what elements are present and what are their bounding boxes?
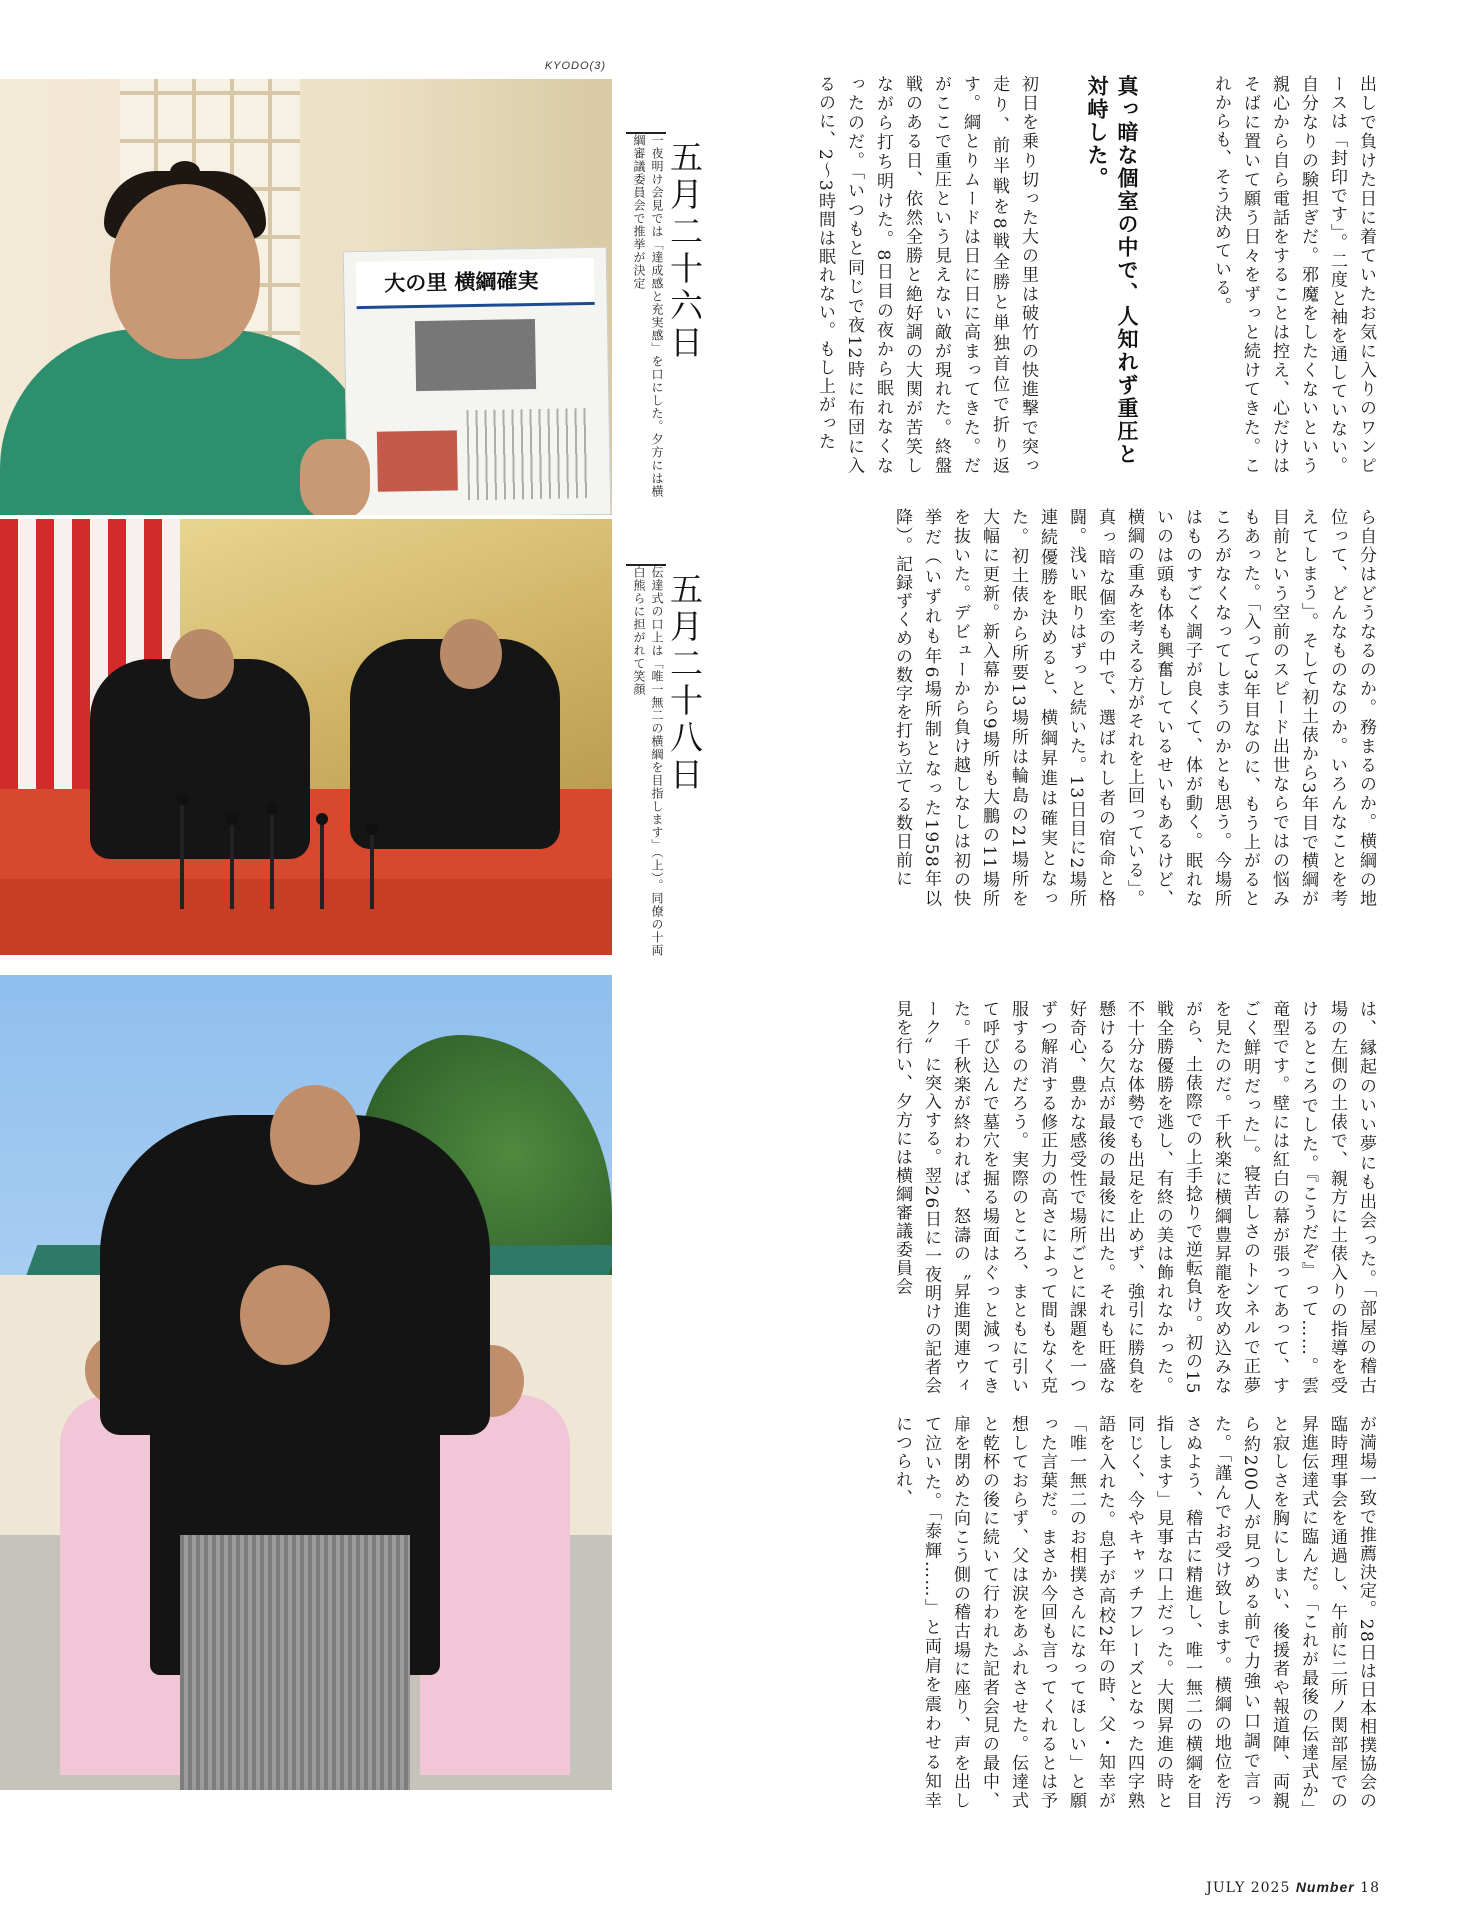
footer-issue: JULY 2025 [1206,1880,1291,1896]
article-text-top-left: 初日を乗り切った大の里は破竹の快進撃で突っ走り、前半戦を8戦全勝と単独首位で折り返す。綱とりムードは日に日に高まってきた。だがここで重圧という見えない敵が現れた。終盤戦のある日、依然全勝と絶好調の大関が苦笑しながら打ち明けた。8日目の夜から眠れなくなったのだ。「いつもと同じで夜12時に布団に入るのに、2〜3時間は眠れない。もし上がった [815,75,1038,475]
photo-carried-on-shoulders [0,975,612,1790]
newspaper [343,247,612,515]
footer-magazine: Number [1295,1879,1355,1895]
caption-date-0528: 五月二十八日 [665,572,704,794]
article-text-middle: ら自分はどうなるのか。務まるのか。横綱の地位って、どんなものなのか。いろんなことを考えてしまう」。そして初土俵から3年目で横綱が目前という空前のスピード出世ならではの悩みもあった。「入って3年目なのに、もう上がるところがなくなってしまうのかとも思う。今場所はものすごく調子が良くて、体が動く。眠れないのは頭も体も興奮しているせいもあるけど、横綱の重みを考える方がそれを上回っている」。真っ暗な個室の中で、選ばれし者の宿命と格闘。浅い眠りはずっと続いた。13日目に2場所連続優勝を決めると、横綱昇進は確実となった。初土俵から所要13場所は輪島の21場所を大幅に更新。新入幕から9場所も大鵬の11場所を抜いた。デビューから負け越しなしは初の快挙だ（いずれも年6場所制となった1958年以降）。記録ずくめの数字を打ち立てる数日前に [892,508,1376,908]
caption-date-0526: 五月二十六日 [665,140,704,362]
wrestler-face [110,184,260,359]
photo-press-conference [0,79,612,515]
article-subhead: 真っ暗な個室の中で、人知れず重圧と対峙した。 [1085,75,1139,466]
newspaper-headline: 大の里 横綱確実 [384,268,539,296]
article-text-lower-upper: は、縁起のいい夢にも出会った。「部屋の稽古場の左側の土俵で、親方に土俵入りの指導を受けるところでした。『こうだぞ』って……。雲竜型です。壁には紅白の幕が張ってあって、すごく鮮明だった」。寝苦しさのトンネルで正夢を見たのだ。千秋楽に横綱豊昇龍を攻め込みながら、土俵際での上手捻りで逆転負け。初の15戦全勝優勝を逃し、有終の美は飾れなかった。不十分な体勢でも出足を止めず、強引に勝負を懸ける欠点が最後の最後に出た。それも旺盛な好奇心、豊かな感受性で場所ごとに課題を一つずつ解消する修正力の高さによって間もなく克服するのだろう。実際のところ、まともに引いて呼び込んで墓穴を掘る場面はぐっと減ってきた。千秋楽が終われば、怒濤の〝昇進関連ウィーク〟に突入する。翌26日に一夜明けの記者会見を行い、夕方には横綱審議委員会 [892,1000,1376,1396]
photo-bowing-ceremony [0,519,612,955]
caption-text-0528: 伝達式の口上は「唯一無二の横綱を目指します」（上）。同僚の十両白熊らに担がれて笑顔 [632,566,664,957]
article-text-top-right: 出しで負けた日に着ていたお気に入りのワンピースは「封印です」。二度と袖を通していない。自分なりの験担ぎだ。邪魔をしたくないという親心から自ら電話をすることは控え、心だけはそばに置いて願う日々をずっと続けてきた。これからも、そう決めている。 [1211,75,1376,475]
photo-credit: KYODO(3) [544,60,606,72]
page-footer [1206,1879,1380,1896]
caption-text-0526: 一夜明け会見では「達成感と充実感」を口にした。夕方には横綱審議委員会で推挙が決定 [632,134,664,498]
article-text-lower-lower: が満場一致で推薦決定。28日は日本相撲協会の臨時理事会を通過し、午前に二所ノ関部屋での昇進伝達式に臨んだ。「これが最後の伝達式か」と寂しさを胸にしまい、後援者や報道陣、両親ら約200人が見つめる前で力強い口調で言った。「謹んでお受け致します。横綱の地位を汚さぬよう、稽古に精進し、唯一無二の横綱を目指します」見事な口上だった。大関昇進の時と同じく、今やキャッチフレーズとなった四字熟語を入れた。息子が高校2年の時、父・知幸が「唯一無二のお相撲さんになってほしい」と願った言葉だ。まさか今回も言ってくれるとは予想しておらず、父は涙をあふれさせた。伝達式と乾杯の後に続いて行われた記者会見の最中、扉を閉めた向こう側の稽古場に座り、声を出して泣いた。「泰輝……」と両肩を震わせる知幸につられ、 [892,1415,1376,1811]
footer-page-number: 18 [1360,1880,1380,1896]
